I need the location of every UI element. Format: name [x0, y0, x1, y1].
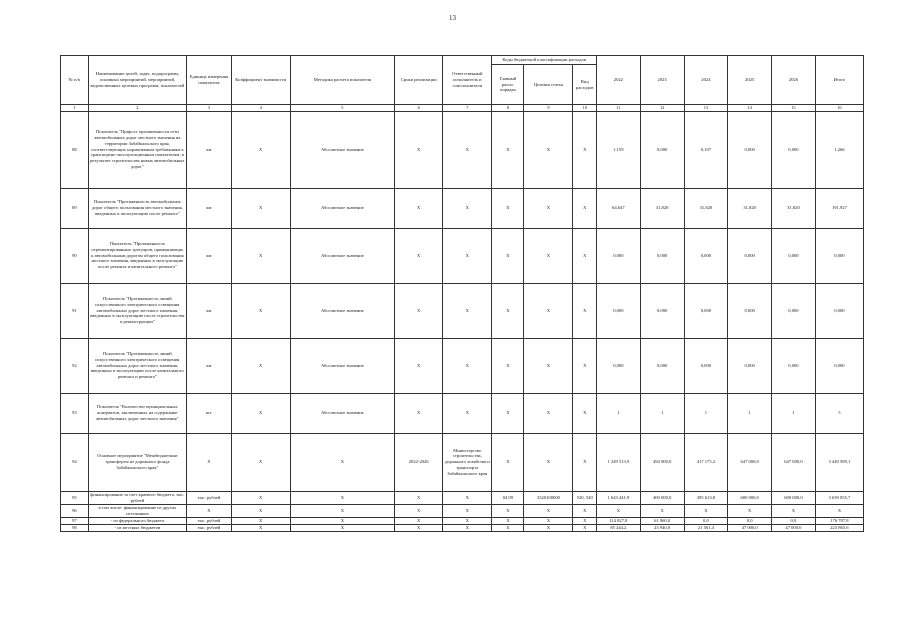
cell-unit: тыс. рублей	[186, 524, 231, 531]
cell-cs: Х	[524, 283, 573, 338]
cell-coef: Х	[231, 393, 290, 433]
cell-num: 89	[61, 188, 89, 228]
page-number: 13	[449, 14, 456, 22]
header-2024: 2024	[684, 56, 728, 105]
cell-unit: Х	[186, 504, 231, 517]
header-executor: Ответственный исполнитель и соисполнители	[443, 56, 492, 105]
column-number: 6	[395, 105, 443, 112]
cell-unit: км	[186, 338, 231, 393]
cell-y2025: 1	[728, 393, 772, 433]
column-number: 7	[443, 105, 492, 112]
cell-y2025: 47 000,0	[728, 524, 772, 531]
column-number: 11	[596, 105, 640, 112]
cell-name: Показатель "Протяженность автомобильных дорог общего пользования местного значения, введенных в эксплуатацию после ремонта"	[88, 188, 186, 228]
cell-y2023: 61 960,0	[640, 517, 684, 524]
cell-y2024: 395 613,8	[684, 491, 728, 504]
cell-method: Абсолютное значение	[290, 111, 395, 188]
cell-vr: Х	[573, 111, 597, 188]
header-2026: 2026	[772, 56, 816, 105]
cell-total: 5	[815, 393, 863, 433]
cell-coef: Х	[231, 504, 290, 517]
cell-y2023: 0,000	[640, 228, 684, 283]
cell-y2024: 1	[684, 393, 728, 433]
cell-num: 92	[61, 338, 89, 393]
table-row	[61, 491, 864, 504]
cell-y2025: 647 000,0	[728, 433, 772, 491]
cell-y2022: 1 249 513,9	[596, 433, 640, 491]
table-row	[61, 433, 864, 491]
cell-method: Х	[290, 524, 395, 531]
table-body	[61, 105, 864, 532]
cell-gr: Х	[492, 228, 524, 283]
cell-method: Х	[290, 433, 395, 491]
table-row	[61, 504, 864, 517]
cell-y2024: 0,000	[684, 338, 728, 393]
cell-y2022: 1 643 441,9	[596, 491, 640, 504]
cell-unit: км	[186, 283, 231, 338]
cell-total: 223 865,6	[815, 524, 863, 531]
cell-num: 97	[61, 517, 89, 524]
header-row-top	[61, 56, 864, 65]
cell-y2026: 0,000	[772, 338, 816, 393]
cell-unit: Х	[186, 433, 231, 491]
cell-coef: Х	[231, 524, 290, 531]
cell-cs: Х	[524, 517, 573, 524]
header-name: Наименование целей, задач, подпрограмм, основных мероприятий, мероприятий, ведомственных целевых программ, показателей	[88, 56, 186, 105]
cell-method: Х	[290, 517, 395, 524]
cell-coef: Х	[231, 283, 290, 338]
cell-vr: Х	[573, 393, 597, 433]
cell-cs: Х	[524, 338, 573, 393]
column-number: 15	[772, 105, 816, 112]
header-vr: Вид расходов	[573, 65, 597, 105]
cell-cs: Х	[524, 393, 573, 433]
cell-y2023: 0,000	[640, 283, 684, 338]
cell-executor: Х	[443, 517, 492, 524]
cell-num: 93	[61, 393, 89, 433]
cell-deadline: Х	[395, 491, 443, 504]
cell-name: Показатель "Прирост протяженности сети автомобильных дорог местного значения на территории Забайкальского края, соответствующих нормативным требованиям к транспортно-эксплуатационным показателям, в результате строительства новых автомобильных дорог"	[88, 111, 186, 188]
cell-deadline: Х	[395, 111, 443, 188]
cell-y2023: 31,820	[640, 188, 684, 228]
column-number: 4	[231, 105, 290, 112]
cell-deadline: Х	[395, 517, 443, 524]
column-number: 12	[640, 105, 684, 112]
cell-y2025: Х	[728, 504, 772, 517]
column-number: 16	[815, 105, 863, 112]
cell-num: 91	[61, 283, 89, 338]
cell-y2026: 0,0	[772, 517, 816, 524]
cell-y2022: 114 827,8	[596, 517, 640, 524]
cell-y2025: 0,0	[728, 517, 772, 524]
program-indicators-table	[60, 55, 864, 532]
cell-y2024: 0,000	[684, 283, 728, 338]
cell-vr: Х	[573, 283, 597, 338]
cell-cs: Х	[524, 228, 573, 283]
header-method: Методика расчета показателя	[290, 56, 395, 105]
cell-vr: Х	[573, 228, 597, 283]
cell-executor: Х	[443, 338, 492, 393]
cell-executor: Х	[443, 111, 492, 188]
cell-gr: Х	[492, 433, 524, 491]
column-number: 10	[573, 105, 597, 112]
cell-deadline: Х	[395, 524, 443, 531]
cell-y2024: 31,820	[684, 188, 728, 228]
cell-y2022: 0,000	[596, 283, 640, 338]
cell-executor: Министерство строительства, дорожного хозяйства и транспорта Забайкальского края	[443, 433, 492, 491]
cell-executor: Х	[443, 504, 492, 517]
table-row	[61, 228, 864, 283]
cell-total: Х	[815, 504, 863, 517]
cell-method: Абсолютное значение	[290, 228, 395, 283]
cell-unit: км	[186, 188, 231, 228]
cell-method: Абсолютное значение	[290, 393, 395, 433]
cell-name: в том числе: финансирование из других источников	[88, 504, 186, 517]
cell-gr: Х	[492, 283, 524, 338]
header-coef: Коэффициент значимости	[231, 56, 290, 105]
cell-y2024: Х	[684, 504, 728, 517]
cell-num: 88	[61, 111, 89, 188]
cell-deadline: Х	[395, 393, 443, 433]
cell-coef: Х	[231, 228, 290, 283]
cell-y2026: 1	[772, 393, 816, 433]
cell-y2026: 47 000,0	[772, 524, 816, 531]
cell-total: 1,266	[815, 111, 863, 188]
cell-coef: Х	[231, 338, 290, 393]
cell-y2025: 31,820	[728, 188, 772, 228]
cell-name: Показатель "Протяженность отремонтированных тротуаров, примыкающих к автомобильным дорогам общего пользования местного значения, введенных в эксплуатацию после ремонта и капитального ремонта"	[88, 228, 186, 283]
cell-y2022: 1	[596, 393, 640, 433]
cell-name: Показатель "Протяженность линий искусственного электрического освещения автомобильных дорог местного значения, введенных в эксплуатацию после строительства и реконструкции"	[88, 283, 186, 338]
cell-y2025: 600 000,0	[728, 491, 772, 504]
cell-coef: Х	[231, 188, 290, 228]
cell-num: 98	[61, 524, 89, 531]
cell-y2026: 647 000,0	[772, 433, 816, 491]
cell-name: Показатель "Протяженность линий искусственного электрического освещения автомобильных дорог местного значения, введенных в эксплуатацию после капитального ремонта и ремонта"	[88, 338, 186, 393]
header-cs: Целевая статья	[524, 65, 573, 105]
cell-gr: Х	[492, 517, 524, 524]
cell-y2026: 31,820	[772, 188, 816, 228]
cell-unit: км	[186, 228, 231, 283]
cell-num: 94	[61, 433, 89, 491]
cell-deadline: Х	[395, 228, 443, 283]
cell-coef: Х	[231, 111, 290, 188]
cell-name: - из местных бюджетов	[88, 524, 186, 531]
cell-method: Абсолютное значение	[290, 283, 395, 338]
cell-num: 95	[61, 491, 89, 504]
cell-y2024: 0,107	[684, 111, 728, 188]
cell-executor: Х	[443, 283, 492, 338]
cell-y2026: 0,000	[772, 111, 816, 188]
table-row	[61, 524, 864, 531]
cell-y2025: 0,000	[728, 228, 772, 283]
cell-y2022: 85 244,2	[596, 524, 640, 531]
cell-executor: Х	[443, 491, 492, 504]
header-2022: 2022	[596, 56, 640, 105]
cell-gr: 04 09	[492, 491, 524, 504]
column-number: 1	[61, 105, 89, 112]
header-gr: Главный распо. порядка	[492, 65, 524, 105]
cell-cs: Х	[524, 433, 573, 491]
cell-y2025: 0,000	[728, 283, 772, 338]
cell-y2024: 0,000	[684, 228, 728, 283]
column-number: 8	[492, 105, 524, 112]
cell-method: Х	[290, 491, 395, 504]
cell-vr: 520, 540	[573, 491, 597, 504]
cell-total: 191,927	[815, 188, 863, 228]
cell-y2022: 64,647	[596, 188, 640, 228]
cell-vr: Х	[573, 524, 597, 531]
cell-num: 90	[61, 228, 89, 283]
cell-coef: Х	[231, 433, 290, 491]
table-row	[61, 283, 864, 338]
table-row	[61, 517, 864, 524]
cell-cs: Х	[524, 188, 573, 228]
cell-unit: тыс. рублей	[186, 491, 231, 504]
cell-y2026: 0,000	[772, 228, 816, 283]
cell-gr: Х	[492, 393, 524, 433]
cell-y2022: 0,000	[596, 228, 640, 283]
header-2025: 2025	[728, 56, 772, 105]
cell-y2023: Х	[640, 504, 684, 517]
cell-coef: Х	[231, 491, 290, 504]
cell-y2023: 1	[640, 393, 684, 433]
cell-unit: шт.	[186, 393, 231, 433]
cell-unit: тыс. рублей	[186, 517, 231, 524]
cell-coef: Х	[231, 517, 290, 524]
cell-y2025: 0,000	[728, 111, 772, 188]
table-row	[61, 338, 864, 393]
cell-deadline: Х	[395, 338, 443, 393]
cell-executor: Х	[443, 188, 492, 228]
cell-deadline: Х	[395, 188, 443, 228]
cell-vr: Х	[573, 433, 597, 491]
cell-y2023: 23 940,0	[640, 524, 684, 531]
cell-name: - из федерального бюджета	[88, 517, 186, 524]
column-number: 2	[88, 105, 186, 112]
cell-deadline: Х	[395, 504, 443, 517]
table-row	[61, 111, 864, 188]
column-number: 13	[684, 105, 728, 112]
cell-method: Абсолютное значение	[290, 188, 395, 228]
cell-executor: Х	[443, 228, 492, 283]
header-budget-group: Коды бюджетной классификации расходов	[492, 56, 597, 65]
cell-vr: Х	[573, 338, 597, 393]
cell-y2026: 600 000,0	[772, 491, 816, 504]
cell-y2023: 0,000	[640, 338, 684, 393]
cell-y2024: 417 175,2	[684, 433, 728, 491]
cell-vr: Х	[573, 188, 597, 228]
cell-num: 96	[61, 504, 89, 517]
cell-total: 0,000	[815, 338, 863, 393]
column-number: 3	[186, 105, 231, 112]
cell-gr: Х	[492, 338, 524, 393]
header-unit: Единица измерения показателя	[186, 56, 231, 105]
cell-name: Основное мероприятие "Межбюджетные трансферты из дорожного фонда Забайкальского края"	[88, 433, 186, 491]
cell-name: Показатель "Количество муниципальных контрактов, заключенных на содержание автомобильных дорог местного значения"	[88, 393, 186, 433]
cell-name: финансирование за счет краевого бюджета, тыс. рублей	[88, 491, 186, 504]
cell-gr: Х	[492, 524, 524, 531]
column-number: 14	[728, 105, 772, 112]
cell-cs: Х	[524, 111, 573, 188]
cell-y2022: 1,159	[596, 111, 640, 188]
cell-method: Абсолютное значение	[290, 338, 395, 393]
cell-y2026: Х	[772, 504, 816, 517]
cell-deadline: 2022-2026	[395, 433, 443, 491]
column-number: 5	[290, 105, 395, 112]
cell-cs: 3320100000	[524, 491, 573, 504]
cell-total: 3 449 589,1	[815, 433, 863, 491]
cell-y2023: 494 900,0	[640, 433, 684, 491]
header-2023: 2023	[640, 56, 684, 105]
cell-y2023: 400 000,0	[640, 491, 684, 504]
cell-gr: Х	[492, 111, 524, 188]
cell-unit: км	[186, 111, 231, 188]
cell-vr: Х	[573, 504, 597, 517]
cell-gr: Х	[492, 504, 524, 517]
table-row	[61, 188, 864, 228]
cell-total: 176 787,8	[815, 517, 863, 524]
column-number: 9	[524, 105, 573, 112]
cell-y2022: 0,000	[596, 338, 640, 393]
cell-y2024: 0,0	[684, 517, 728, 524]
cell-total: 0,000	[815, 228, 863, 283]
cell-total: 3 639 055,7	[815, 491, 863, 504]
cell-cs: Х	[524, 504, 573, 517]
header-deadline: Сроки реализации	[395, 56, 443, 105]
header-total: Итого	[815, 56, 863, 105]
cell-y2026: 0,000	[772, 283, 816, 338]
cell-y2023: 0,000	[640, 111, 684, 188]
cell-cs: Х	[524, 524, 573, 531]
cell-y2022: Х	[596, 504, 640, 517]
table-row	[61, 393, 864, 433]
cell-method: Х	[290, 504, 395, 517]
cell-executor: Х	[443, 393, 492, 433]
cell-y2024: 21 561,4	[684, 524, 728, 531]
header-num: № п/п	[61, 56, 89, 105]
cell-total: 0,000	[815, 283, 863, 338]
cell-gr: Х	[492, 188, 524, 228]
cell-vr: Х	[573, 517, 597, 524]
cell-executor: Х	[443, 524, 492, 531]
cell-y2025: 0,000	[728, 338, 772, 393]
cell-deadline: Х	[395, 283, 443, 338]
